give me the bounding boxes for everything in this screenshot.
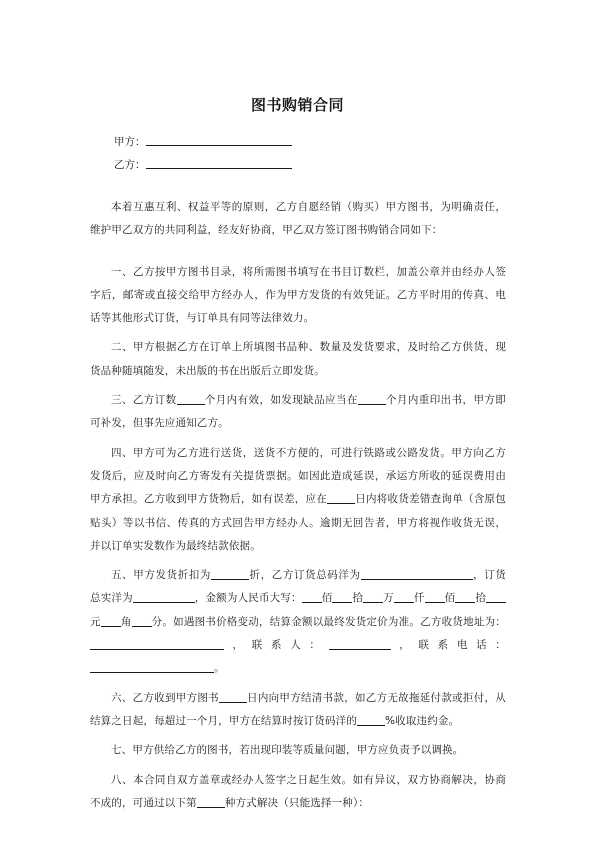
clause-8-text: 八、本合同自双方盖章或经办人签字之日起生效。如有异议，双方协商解决，协商不成的，可通过以下第 bbox=[90, 773, 506, 809]
penalty-rate-blank bbox=[357, 713, 385, 726]
clause-5 bbox=[90, 564, 506, 680]
reprint-months-blank bbox=[358, 392, 386, 405]
contract-body bbox=[90, 196, 506, 821]
party-a-label: 甲方： bbox=[114, 136, 146, 148]
payment-days-blank bbox=[219, 690, 247, 703]
clause-5-text: ，联系电话： bbox=[390, 639, 506, 652]
clause-5-text: ，联系人： bbox=[224, 639, 329, 652]
amount-blank bbox=[394, 590, 414, 603]
amount-blank bbox=[101, 614, 121, 627]
clause-3-text: 个月内重印出书，甲方即可补发，但事先应通知乙方。 bbox=[90, 394, 506, 430]
clause-3 bbox=[90, 389, 506, 436]
clause-8-text: 种方式解决（只能选择一种）： bbox=[224, 796, 370, 809]
address-blank bbox=[90, 637, 100, 650]
intro-paragraph: 本着互惠互利、权益平等的原则，乙方自愿经销（购买）甲方图书，为明确责任，维护甲乙双方的共同利益，经友好协商，甲乙双方签订图书购销合同如下： bbox=[90, 201, 506, 237]
party-b-line bbox=[114, 157, 292, 172]
amount-blank bbox=[455, 590, 475, 603]
discount-blank bbox=[211, 567, 249, 580]
clause-8 bbox=[90, 769, 506, 816]
unit-label: 万 bbox=[383, 592, 394, 605]
address-blank-cont bbox=[100, 637, 224, 650]
clause-5-text: 分。如遇图书价格变动，结算金额以最终发货定价为准。乙方收货地址为： bbox=[151, 615, 506, 628]
dispute-method-blank bbox=[197, 795, 225, 808]
clause-5-text: ，金额为人民币大写： bbox=[194, 592, 302, 605]
clause-5-text: 。 bbox=[214, 662, 225, 675]
clause-4 bbox=[90, 442, 506, 558]
clause-5-text: ，订货总实洋为 bbox=[90, 569, 506, 605]
party-a-line bbox=[114, 134, 292, 149]
unit-label: 角 bbox=[120, 615, 132, 628]
contact-person-blank bbox=[329, 637, 391, 650]
party-a-blank bbox=[146, 134, 292, 146]
unit-label: 佰 bbox=[321, 592, 333, 605]
amount-blank bbox=[425, 590, 445, 603]
clause-3-text: 三、乙方订数 bbox=[111, 394, 177, 407]
unit-label: 元 bbox=[90, 615, 101, 628]
clause-6 bbox=[90, 687, 506, 734]
clause-5-text: 五、甲方发货折扣为 bbox=[111, 569, 212, 582]
clause-6-text: %收取违约金。 bbox=[385, 714, 460, 727]
contact-phone-blank bbox=[90, 660, 214, 673]
party-b-label: 乙方： bbox=[114, 159, 146, 171]
amount-blank bbox=[486, 590, 506, 603]
valid-months-blank bbox=[177, 392, 205, 405]
clause-6-text: 日内向甲方结清书款，如乙方无故拖延付款或拒付，从结算之日起，每超过一个月，甲方在结算时按订货码洋的 bbox=[90, 691, 506, 727]
amount-blank bbox=[302, 590, 322, 603]
clause-6-text: 六、乙方收到甲方图书 bbox=[111, 691, 219, 704]
query-days-blank bbox=[327, 491, 355, 504]
clause-1: 一、乙方按甲方图书目录，将所需图书填写在书目订数栏，加盖公章并由经办人签字后，邮寄或直接交给甲方经办人，作为甲方发货的有效凭证。乙方平时用的传真、电话等其他形式订货，与订单具有同等法律效力。 bbox=[90, 265, 506, 325]
amount-blank bbox=[363, 590, 383, 603]
clause-2: 二、甲方根据乙方在订单上所填图书品种、数量及发货要求，及时给乙方供货，现货品种随填随发，未出版的书在出版后立即发货。 bbox=[90, 341, 506, 377]
clause-7: 七、甲方供给乙方的图书，若出现印装等质量问题，甲方应负责予以调换。 bbox=[111, 744, 464, 757]
clause-3-text: 个月内有效，如发现缺品应当在 bbox=[204, 394, 358, 407]
total-net-price-blank bbox=[133, 590, 195, 603]
amount-blank bbox=[332, 590, 352, 603]
unit-label: 拾 bbox=[475, 592, 487, 605]
unit-label: 佰 bbox=[444, 592, 456, 605]
clause-4-text: 四、甲方可为乙方进行送货，送货不方便的，可进行铁路或公路发货。甲方向乙方发货后，应及时向乙方寄发有关提货票据。如因此造成延误，承运方所收的延误费用由甲方承担。乙方收到甲方货物后，如有误差，应在 bbox=[90, 446, 506, 506]
party-b-blank bbox=[146, 157, 292, 169]
amount-blank bbox=[132, 614, 152, 627]
unit-label: 仟 bbox=[413, 592, 425, 605]
document-title: 图书购销合同 bbox=[250, 96, 344, 114]
clause-4-text: 日内将收货差错查询单（含原包贴头）等以书信、传真的方式回告甲方经办人。逾期无回告者，甲方将视作收货无误，并以订单实发数作为最终结款依据。 bbox=[90, 493, 506, 552]
unit-label: 拾 bbox=[352, 592, 364, 605]
total-list-price-blank bbox=[361, 567, 473, 580]
clause-5-text: 折，乙方订货总码洋为 bbox=[249, 569, 361, 582]
